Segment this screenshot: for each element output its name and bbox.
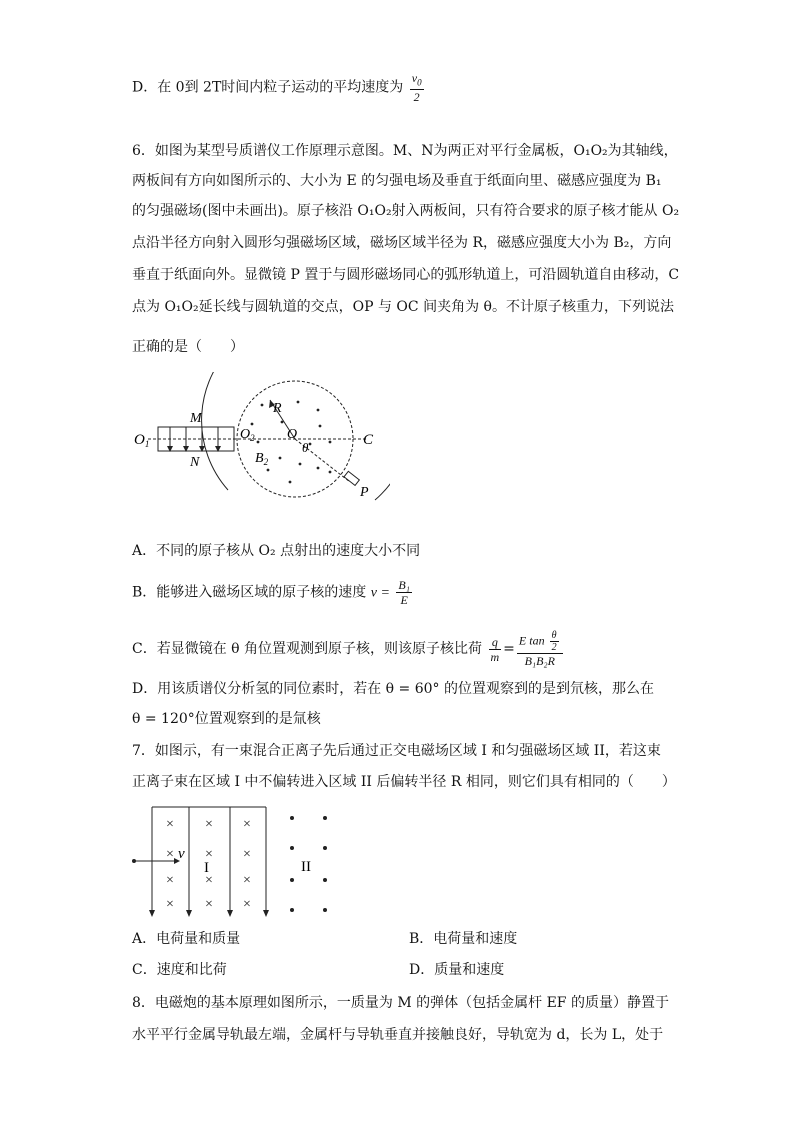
label-B2: $B_2$ — [255, 451, 269, 467]
q6-stem-line-1: 6．如图为某型号质谱仪工作原理示意图。M、N为两正对平行金属板，O₁O₂为其轴线， — [132, 143, 678, 159]
label-O1: $O_1$ — [134, 432, 150, 449]
q5-option-d — [132, 71, 426, 104]
svg-text:×: × — [205, 873, 213, 888]
q7-option-a: A．电荷量和质量 — [132, 931, 241, 947]
label-region-II: II — [301, 859, 311, 875]
label-R: R — [273, 401, 282, 416]
q6-option-d-line-1: D．用该质谱仪分析氢的同位素时，若在 θ = 60° 的位置观察到的是到氘核，那么在 — [132, 681, 654, 697]
svg-text:×: × — [205, 847, 213, 862]
q6-stem-line-4: 点沿半径方向射入圆形匀强磁场区域，磁场区域半径为 R，磁感应强度大小为 B₂，方向 — [132, 235, 672, 251]
label-v: v — [178, 846, 185, 862]
q5-option-d-text: D．在 0到 2T时间内粒子运动的平均速度为 — [132, 79, 404, 96]
q5-option-d-fraction: $\frac{v_0}{2}$ — [411, 71, 422, 105]
svg-text:×: × — [205, 817, 213, 832]
svg-text:×: × — [166, 897, 174, 912]
q8-stem-line-1: 8．电磁炮的基本原理如图所示，一质量为 M 的弹体（包括金属杆 EF 的质量）静置于 — [132, 995, 669, 1011]
label-O2: $O_2$ — [240, 427, 255, 443]
label-O: O — [287, 427, 298, 442]
label-P: P — [360, 485, 369, 500]
svg-text:×: × — [166, 847, 174, 862]
q7-stem-line-1: 7．如图示，有一束混合正离子先后通过正交电磁场区域 I 和匀强磁场区域 II，若这束 — [132, 743, 661, 759]
svg-text:×: × — [243, 897, 251, 912]
q6-option-b: B．能够进入磁场区域的原子核的速度 v = $\frac{\text{B₁}}{E}$ — [132, 578, 410, 607]
q6-mass-spectrometer-figure — [130, 372, 390, 532]
q6-option-c-lhs: $\frac{q}{m}$ — [490, 634, 500, 664]
q7-field-regions-figure — [128, 804, 338, 922]
label-theta: θ — [302, 440, 309, 455]
q6-option-d-line-2: θ = 120°位置观察到的是氚核 — [132, 711, 321, 727]
q6-stem-line-3: 的匀强磁场(图中未画出)。原子核沿 O₁O₂射入两板间，只有符合要求的原子核才能从 O₂ — [132, 203, 680, 219]
q7-stem-line-2: 正离子束在区域 I 中不偏转进入区域 II 后偏转半径 R 相同，则它们具有相同的（ ） — [132, 774, 676, 790]
svg-text:×: × — [166, 817, 174, 832]
q7-option-c: C．速度和比荷 — [132, 962, 227, 978]
q6-option-c-rhs: E tan $\frac{\theta}{2}$ B₁B₂R — [517, 630, 563, 668]
label-M: M — [190, 411, 202, 426]
q8-stem-line-2: 水平平行金属导轨最左端，金属杆与导轨垂直并接触良好，导轨宽为 d，长为 L，处于 — [132, 1027, 664, 1043]
q6-option-c: C．若显微镜在 θ 角位置观测到原子核，则该原子核比荷 $\frac{q}{m}$ = E tan $\frac{\theta}{2}$ B₁B₂R — [132, 630, 565, 668]
svg-text:×: × — [166, 873, 174, 888]
label-N: N — [190, 455, 200, 470]
q6-stem-line-2: 两板间有方向如图所示的、大小为 E 的匀强电场及垂直于纸面向里、磁感应强度为 B₁ — [132, 173, 662, 189]
q7-option-b: B．电荷量和速度 — [409, 931, 518, 947]
svg-text:×: × — [243, 873, 251, 888]
label-region-I: I — [204, 860, 209, 876]
svg-text:×: × — [205, 897, 213, 912]
q6-stem-line-7: 正确的是（ ） — [132, 339, 244, 355]
q6-option-a: A．不同的原子核从 O₂ 点射出的速度大小不同 — [132, 543, 421, 559]
q6-option-b-fraction: $\frac{\text{B₁}}{E}$ — [398, 578, 410, 607]
q6-stem-line-5: 垂直于纸面向外。显微镜 P 置于与圆形磁场同心的弧形轨道上，可沿圆轨道自由移动，C — [132, 267, 680, 283]
label-C: C — [363, 432, 374, 448]
svg-text:×: × — [243, 847, 251, 862]
q7-option-d: D．质量和速度 — [409, 962, 505, 978]
q6-stem-line-6: 点为 O₁O₂延长线与圆轨道的交点，OP 与 OC 间夹角为 θ。不计原子核重力，下列说法 — [132, 299, 674, 315]
svg-text:×: × — [243, 817, 251, 832]
